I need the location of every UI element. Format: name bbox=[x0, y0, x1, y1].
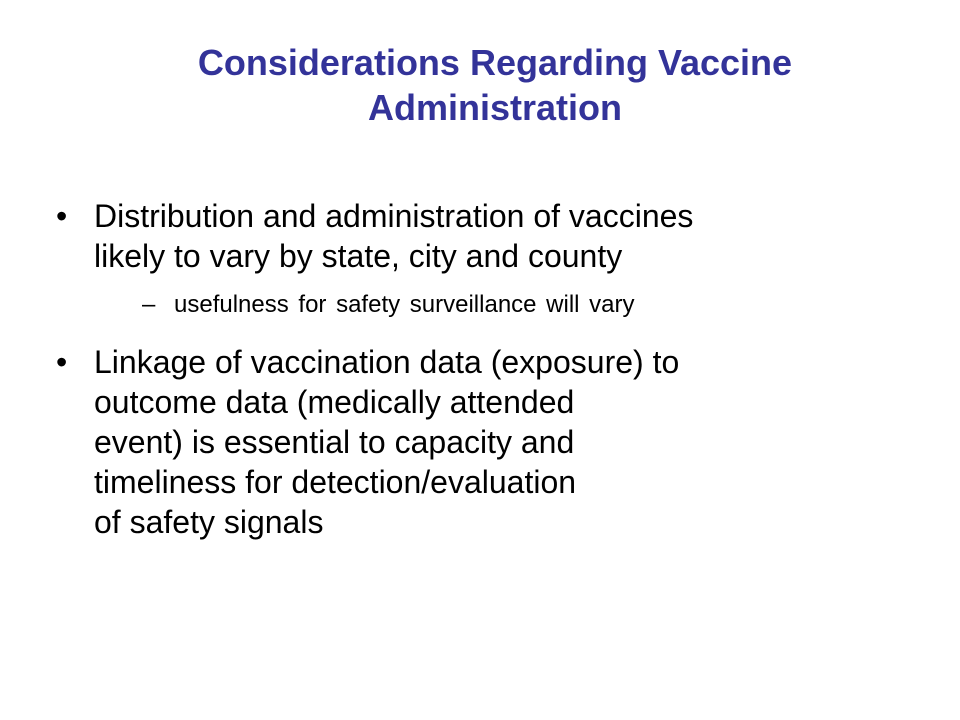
sub-bullet-usefulness bbox=[142, 290, 916, 320]
bullet-icon: • bbox=[56, 198, 68, 234]
bullet-item-distribution bbox=[56, 196, 916, 320]
bullet-item-linkage bbox=[56, 342, 916, 542]
sub-bullet-text: usefulness for safety surveillance will vary bbox=[174, 291, 635, 318]
bullet-list bbox=[56, 196, 916, 542]
bullet-text-line: likely to vary by state, city and county bbox=[94, 238, 623, 274]
slide-title bbox=[100, 40, 890, 130]
bullet-text-line: timeliness for detection/evaluation bbox=[94, 464, 577, 500]
bullet-text-line: Linkage of vaccination data (exposure) to bbox=[94, 344, 680, 380]
title-line-2: Administration bbox=[367, 87, 622, 128]
bullet-text-line: outcome data (medically attended bbox=[94, 384, 575, 420]
dash-icon: – bbox=[142, 291, 156, 318]
bullet-text-line: of safety signals bbox=[94, 504, 324, 540]
bullet-text-line: event) is essential to capacity and bbox=[94, 424, 575, 460]
title-line-1: Considerations Regarding Vaccine bbox=[197, 42, 793, 83]
bullet-text-line: Distribution and administration of vaccines bbox=[94, 198, 694, 234]
bullet-icon: • bbox=[56, 344, 68, 380]
